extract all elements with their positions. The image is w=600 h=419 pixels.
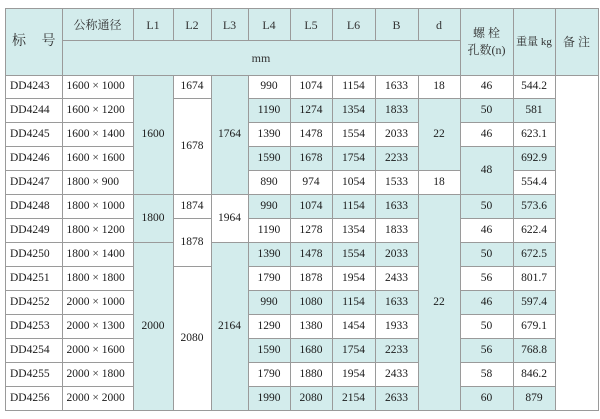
row-nominal: 2000 × 1300 [62, 315, 133, 339]
cell-weight: 554.4 [513, 171, 555, 195]
cell-l5: 2080 [290, 387, 332, 411]
cell-bolts: 50 [460, 195, 513, 219]
cell-l4: 1190 [248, 99, 290, 123]
cell-b: 2433 [375, 363, 418, 387]
cell-l5: 1074 [290, 76, 332, 99]
row-code: DD4243 [6, 76, 63, 99]
header-code: 标 号 [6, 9, 63, 76]
cell-bolts: 48 [460, 147, 513, 195]
row-code: DD4247 [6, 171, 63, 195]
cell-b: 1633 [375, 76, 418, 99]
cell-l3: 1964 [211, 195, 248, 243]
cell-l6: 2154 [332, 387, 375, 411]
cell-b: 1933 [375, 315, 418, 339]
cell-l6: 1954 [332, 267, 375, 291]
header-bolt-holes [460, 9, 513, 76]
cell-l4: 1390 [248, 123, 290, 147]
cell-l5: 1080 [290, 291, 332, 315]
cell-l2: 1678 [173, 99, 211, 195]
row-nominal: 2000 × 2000 [62, 387, 133, 411]
header-weight: 重量 kg [513, 9, 555, 76]
cell-l5: 974 [290, 171, 332, 195]
header-b: B [375, 9, 418, 41]
cell-b: 1833 [375, 219, 418, 243]
cell-l6: 1354 [332, 99, 375, 123]
row-code: DD4248 [6, 195, 63, 219]
cell-l6: 1054 [332, 171, 375, 195]
cell-l6: 1754 [332, 147, 375, 171]
header-d: d [418, 9, 460, 41]
row-nominal: 2000 × 1000 [62, 291, 133, 315]
row-nominal: 1800 × 900 [62, 171, 133, 195]
cell-b: 2033 [375, 123, 418, 147]
header-l1: L1 [133, 9, 173, 41]
cell-b: 2233 [375, 339, 418, 363]
cell-l4: 990 [248, 195, 290, 219]
row-code: DD4256 [6, 387, 63, 411]
cell-bolts: 46 [460, 76, 513, 99]
row-code: DD4253 [6, 315, 63, 339]
row-nominal: 2000 × 1800 [62, 363, 133, 387]
flange-spec-table [5, 8, 599, 411]
cell-b: 2233 [375, 147, 418, 171]
cell-bolts: 50 [460, 99, 513, 123]
cell-l6: 1954 [332, 363, 375, 387]
header-l2: L2 [173, 9, 211, 41]
row-nominal: 1600 × 1200 [62, 99, 133, 123]
row-code: DD4251 [6, 267, 63, 291]
cell-l1: 1800 [133, 195, 173, 243]
cell-l5: 1678 [290, 147, 332, 171]
row-code: DD4254 [6, 339, 63, 363]
cell-bolts: 56 [460, 267, 513, 291]
cell-weight: 581 [513, 99, 555, 123]
cell-l5: 1478 [290, 123, 332, 147]
cell-l5: 1478 [290, 243, 332, 267]
header-unit: mm [62, 41, 460, 76]
header-l6: L6 [332, 9, 375, 41]
cell-weight: 768.8 [513, 339, 555, 363]
row-nominal: 1800 × 1400 [62, 243, 133, 267]
cell-bolts: 60 [460, 387, 513, 411]
cell-d: 18 [418, 171, 460, 195]
cell-d: 18 [418, 76, 460, 99]
cell-l5: 1274 [290, 99, 332, 123]
cell-l5: 1380 [290, 315, 332, 339]
cell-weight: 801.7 [513, 267, 555, 291]
cell-l6: 1554 [332, 243, 375, 267]
header-remark: 备 注 [555, 9, 598, 76]
header-nominal: 公称通径 [62, 9, 133, 41]
row-nominal: 1600 × 1000 [62, 76, 133, 99]
cell-bolts: 50 [460, 315, 513, 339]
cell-l2: 1674 [173, 76, 211, 99]
cell-l3: 2164 [211, 243, 248, 411]
cell-weight: 623.1 [513, 123, 555, 147]
cell-b: 1633 [375, 195, 418, 219]
cell-weight: 679.1 [513, 315, 555, 339]
cell-l6: 1354 [332, 219, 375, 243]
cell-b: 2033 [375, 243, 418, 267]
cell-d: 22 [418, 195, 460, 411]
cell-l5: 1074 [290, 195, 332, 219]
cell-l4: 1990 [248, 387, 290, 411]
cell-b: 2633 [375, 387, 418, 411]
cell-l4: 1390 [248, 243, 290, 267]
cell-bolts: 46 [460, 291, 513, 315]
cell-l4: 890 [248, 171, 290, 195]
cell-l5: 1880 [290, 363, 332, 387]
cell-weight: 879 [513, 387, 555, 411]
cell-d: 22 [418, 99, 460, 171]
row-nominal: 2000 × 1600 [62, 339, 133, 363]
cell-b: 1833 [375, 99, 418, 123]
cell-l3: 1764 [211, 76, 248, 195]
row-code: DD4250 [6, 243, 63, 267]
cell-weight: 692.9 [513, 147, 555, 171]
cell-l6: 1154 [332, 195, 375, 219]
cell-b: 1633 [375, 291, 418, 315]
cell-l4: 990 [248, 291, 290, 315]
cell-l4: 1190 [248, 219, 290, 243]
cell-l5: 1878 [290, 267, 332, 291]
header-l5: L5 [290, 9, 332, 41]
cell-l2: 2080 [173, 267, 211, 411]
cell-l6: 1554 [332, 123, 375, 147]
cell-l6: 1154 [332, 291, 375, 315]
cell-l6: 1454 [332, 315, 375, 339]
header-l3: L3 [211, 9, 248, 41]
row-nominal: 1800 × 1000 [62, 195, 133, 219]
row-code: DD4249 [6, 219, 63, 243]
cell-weight: 544.2 [513, 76, 555, 99]
cell-l4: 990 [248, 76, 290, 99]
header-l4: L4 [248, 9, 290, 41]
row-code: DD4244 [6, 99, 63, 123]
cell-weight: 597.4 [513, 291, 555, 315]
cell-l4: 1590 [248, 147, 290, 171]
cell-l4: 1590 [248, 339, 290, 363]
cell-l4: 1790 [248, 363, 290, 387]
cell-weight: 846.2 [513, 363, 555, 387]
row-code: DD4245 [6, 123, 63, 147]
header-bolt-label: 螺 栓 [472, 25, 500, 40]
cell-l4: 1290 [248, 315, 290, 339]
row-nominal: 1600 × 1400 [62, 123, 133, 147]
cell-bolts: 46 [460, 219, 513, 243]
cell-l2: 1874 [173, 195, 211, 219]
row-code: DD4252 [6, 291, 63, 315]
row-nominal: 1800 × 1200 [62, 219, 133, 243]
cell-remark [555, 76, 598, 411]
cell-bolts: 58 [460, 363, 513, 387]
row-code: DD4255 [6, 363, 63, 387]
cell-bolts: 46 [460, 123, 513, 147]
cell-l5: 1680 [290, 339, 332, 363]
row-code: DD4246 [6, 147, 63, 171]
cell-bolts: 56 [460, 339, 513, 363]
cell-b: 1533 [375, 171, 418, 195]
cell-l2: 1878 [173, 219, 211, 267]
header-bolt-count-label: 孔数(n) [467, 43, 506, 57]
cell-bolts: 50 [460, 243, 513, 267]
cell-l5: 1278 [290, 219, 332, 243]
cell-l4: 1790 [248, 267, 290, 291]
cell-l6: 1754 [332, 339, 375, 363]
cell-weight: 573.6 [513, 195, 555, 219]
cell-l1: 1600 [133, 76, 173, 195]
row-nominal: 1800 × 1800 [62, 267, 133, 291]
cell-l6: 1154 [332, 76, 375, 99]
cell-b: 2433 [375, 267, 418, 291]
row-nominal: 1600 × 1600 [62, 147, 133, 171]
cell-weight: 622.4 [513, 219, 555, 243]
cell-weight: 672.5 [513, 243, 555, 267]
cell-l1: 2000 [133, 243, 173, 411]
